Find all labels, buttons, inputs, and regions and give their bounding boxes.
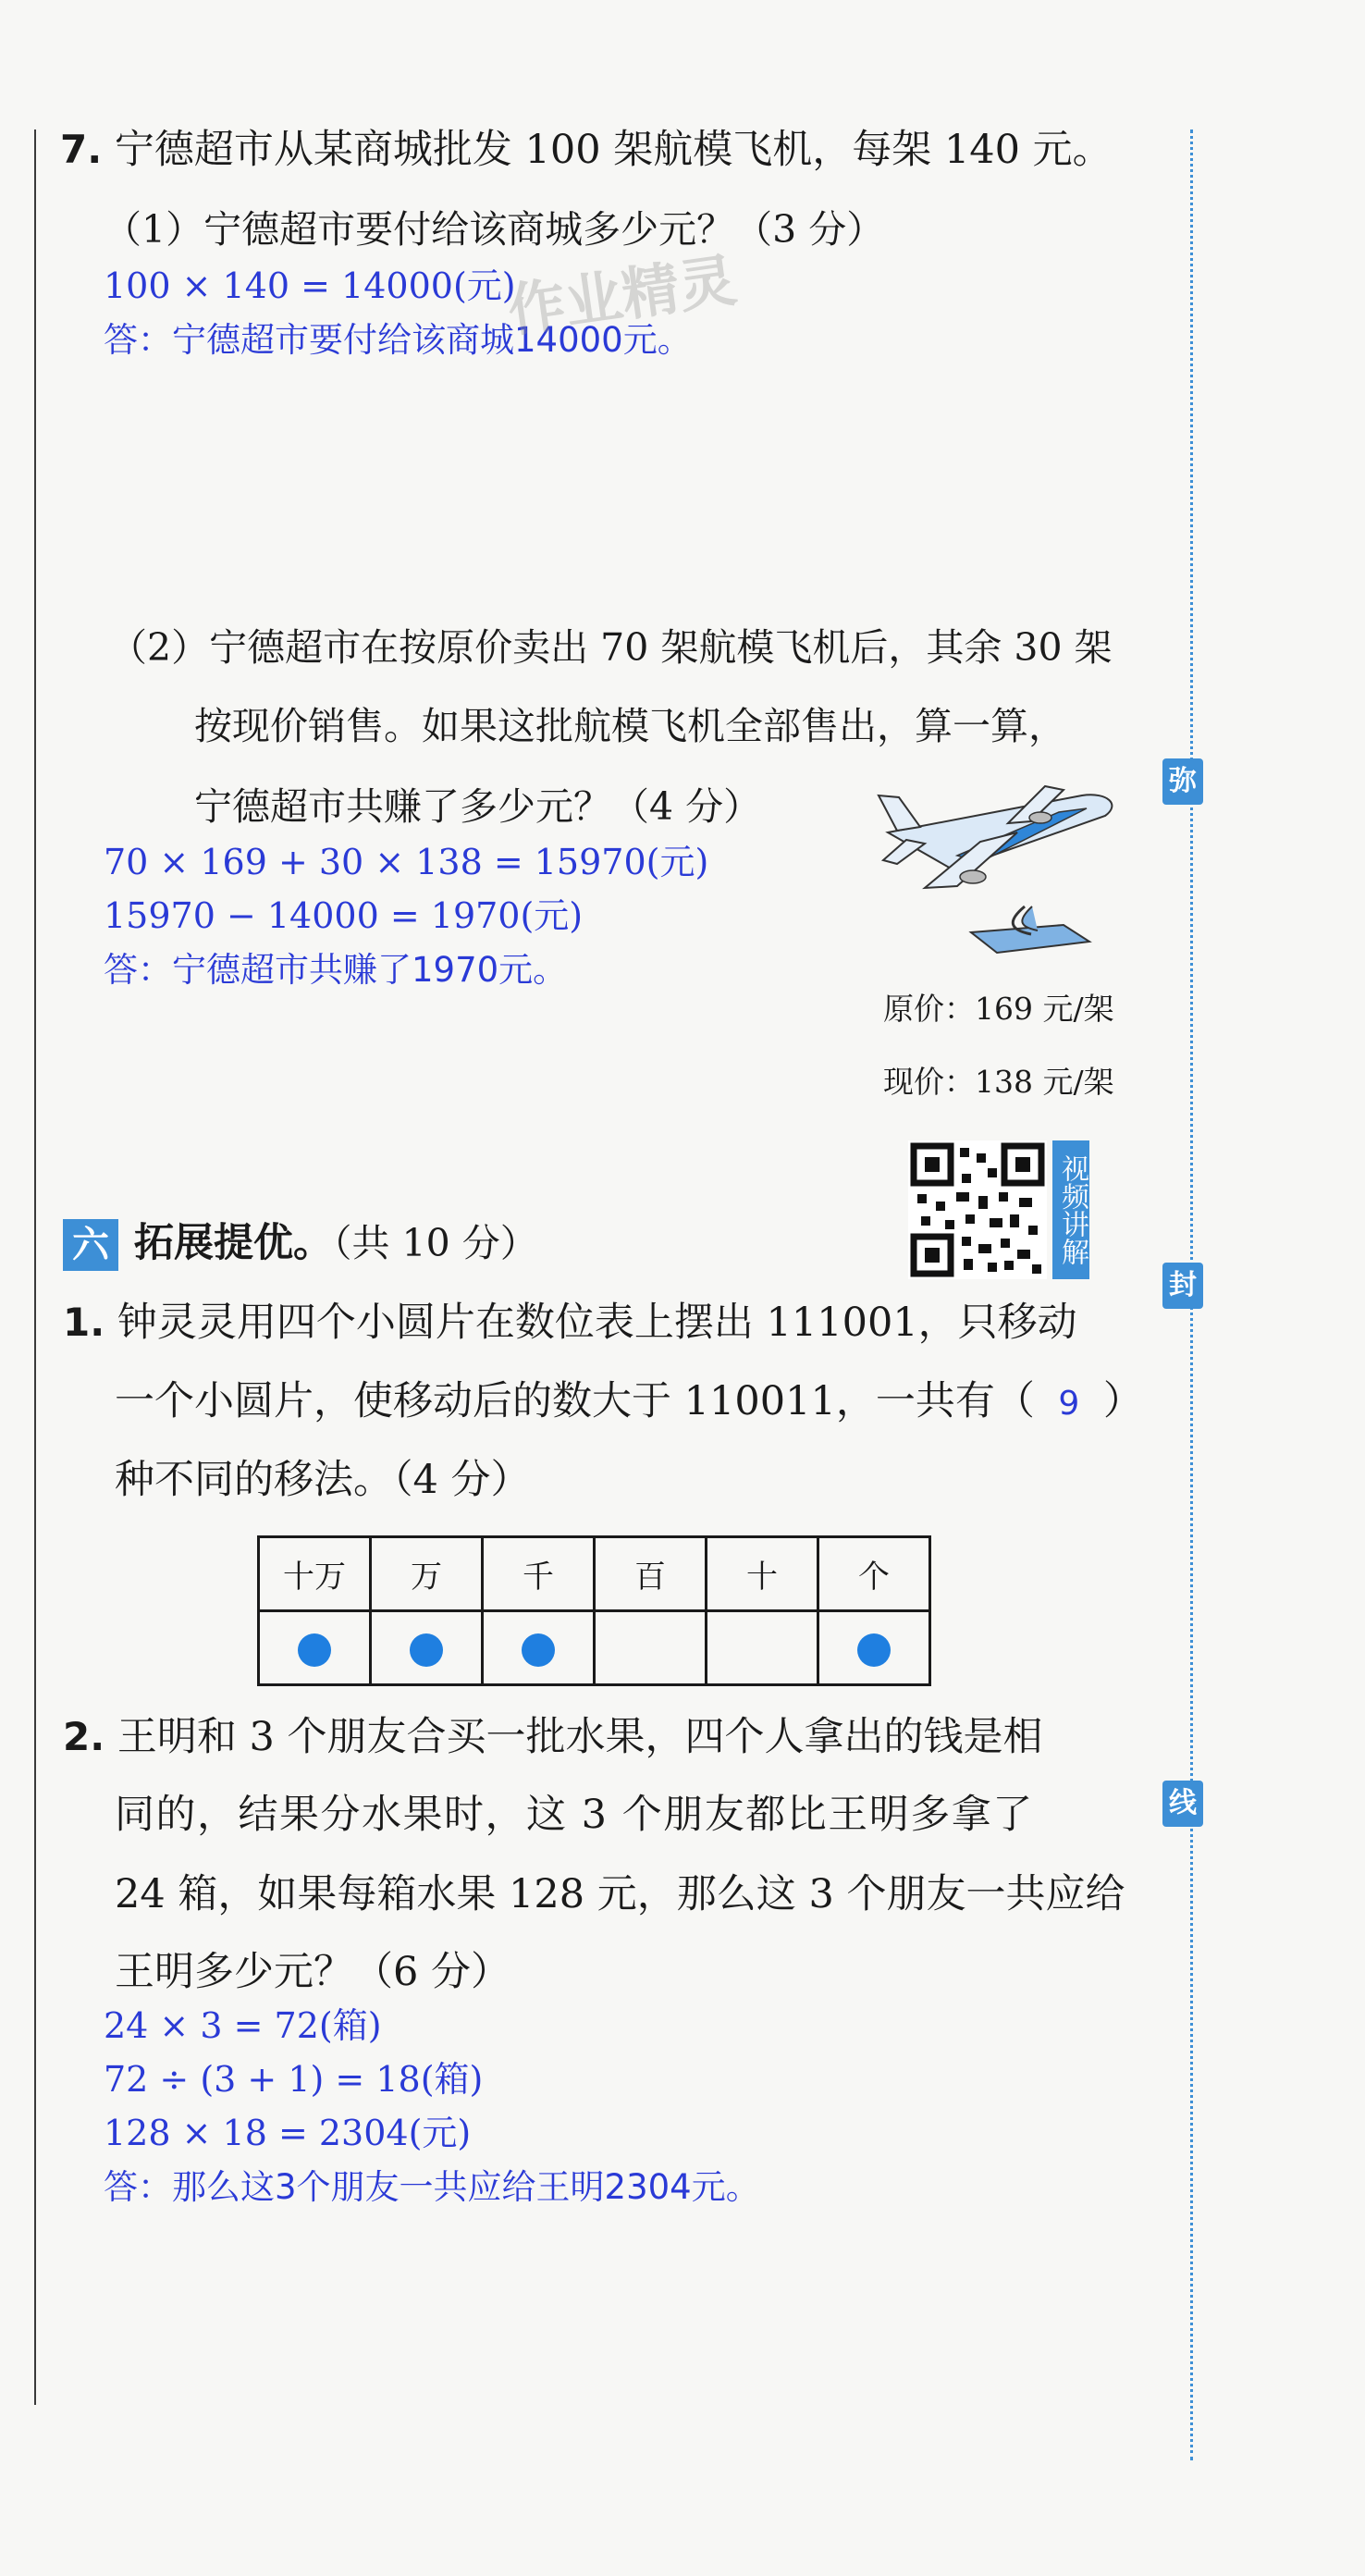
pv-header-thousands: 千: [483, 1537, 595, 1611]
s6q2-calc-3: 128 × 18 = 2304(元): [104, 2113, 472, 2153]
section-badge: 六: [63, 1219, 118, 1271]
s6q1-text-line1: 钟灵灵用四个小圆片在数位表上摆出 111001，只移动: [117, 1300, 1077, 1346]
s6q2-calc-1: 24 × 3 = 72(箱): [104, 2005, 382, 2046]
place-value-dots-row: [259, 1611, 930, 1685]
qr-video-label: 视频讲解: [1052, 1140, 1089, 1279]
s6q1-line2: [115, 1374, 1143, 1432]
pv-header-hundred-thousands: 十万: [259, 1537, 371, 1611]
s6q1-text-line2: 一个小圆片，使移动后的数大于 110011，一共有（: [115, 1378, 1035, 1424]
side-tag-xian: 线: [1162, 1781, 1203, 1827]
q7-stem: [60, 122, 1113, 178]
side-tag-mi: 弥: [1162, 758, 1203, 805]
qr-code-icon[interactable]: [908, 1140, 1047, 1279]
pv-cell-hundreds: [595, 1611, 707, 1685]
q7-text: 宁德超市从某商城批发 100 架航模飞机，每架 140 元。: [114, 127, 1113, 173]
q7-part1-answer: 答：宁德超市要付给该商城14000元。: [104, 320, 692, 360]
section-heading: [134, 1215, 538, 1279]
q7-number: 7.: [60, 127, 103, 172]
pv-header-ones: 个: [818, 1537, 930, 1611]
place-value-header-row: [259, 1537, 930, 1611]
s6q2-text-line1: 王明和 3 个朋友合买一批水果，四个人拿出的钱是相: [117, 1714, 1043, 1760]
q7-part2-calc-1: 70 × 169 + 30 × 138 = 15970(元): [104, 842, 709, 882]
s6q2-calc-2: 72 ÷ (3 + 1) = 18(箱): [104, 2059, 484, 2100]
s6q2-number: 2.: [63, 1714, 105, 1759]
q7-part2-prompt-line3: 宁德超市共赚了多少元？（4 分）: [194, 784, 762, 829]
pv-cell-thousands: [483, 1611, 595, 1685]
left-margin-rule: [34, 129, 36, 2405]
pv-cell-ones: [818, 1611, 930, 1685]
side-tag-feng: 封: [1162, 1263, 1203, 1309]
s6q2-line3: 24 箱，如果每箱水果 128 元，那么这 3 个朋友一共应给: [115, 1871, 1125, 1917]
s6q1-number: 1.: [63, 1300, 105, 1345]
s6q1-answer-blank: 9: [1058, 1385, 1080, 1423]
q7-part1-calc: 100 × 140 = 14000(元): [104, 265, 516, 306]
pv-cell-ten-thousands: [371, 1611, 483, 1685]
section-title: 拓展提优。: [134, 1220, 333, 1266]
pv-header-hundreds: 百: [595, 1537, 707, 1611]
pv-header-tens: 十: [707, 1537, 818, 1611]
q7-part2-calc-2: 15970 − 14000 = 1970(元): [104, 895, 584, 936]
s6q2-answer: 答：那么这3个朋友一共应给王明2304元。: [104, 2167, 760, 2207]
q7-part2-prompt-line1: （2）宁德超市在按原价卖出 70 架航模飞机后，其余 30 架: [109, 625, 1113, 670]
pv-cell-tens: [707, 1611, 818, 1685]
counter-dot[interactable]: [410, 1633, 443, 1667]
watermark: 作业精灵: [503, 246, 741, 345]
s6q2-line4: 王明多少元？（6 分）: [115, 1949, 511, 1995]
s6q2-line2: 同的，结果分水果时，这 3 个朋友都比王明多拿了: [115, 1792, 1034, 1838]
q7-part2-answer: 答：宁德超市共赚了1970元。: [104, 950, 568, 990]
place-value-table: [257, 1535, 931, 1686]
price-original: 原价：169 元/架: [883, 991, 1114, 1027]
pv-header-ten-thousands: 万: [371, 1537, 483, 1611]
counter-dot[interactable]: [522, 1633, 555, 1667]
counter-dot[interactable]: [857, 1633, 891, 1667]
q7-part2-prompt-line2: 按现价销售。如果这批航模飞机全部售出，算一算，: [194, 704, 1066, 748]
airplane-model-icon: [869, 768, 1128, 962]
counter-dot[interactable]: [298, 1633, 331, 1667]
s6q1-line1: [63, 1295, 1077, 1350]
price-current: 现价：138 元/架: [883, 1064, 1114, 1100]
s6q1-text-line2-close: ）: [1102, 1378, 1143, 1424]
q7-part1-prompt: （1）宁德超市要付给该商城多少元？（3 分）: [104, 207, 885, 252]
pv-cell-hundred-thousands: [259, 1611, 371, 1685]
section-score: （共 10 分）: [333, 1221, 538, 1265]
s6q1-line3: 种不同的移法。（4 分）: [115, 1457, 531, 1503]
s6q2-line1: [63, 1709, 1043, 1765]
